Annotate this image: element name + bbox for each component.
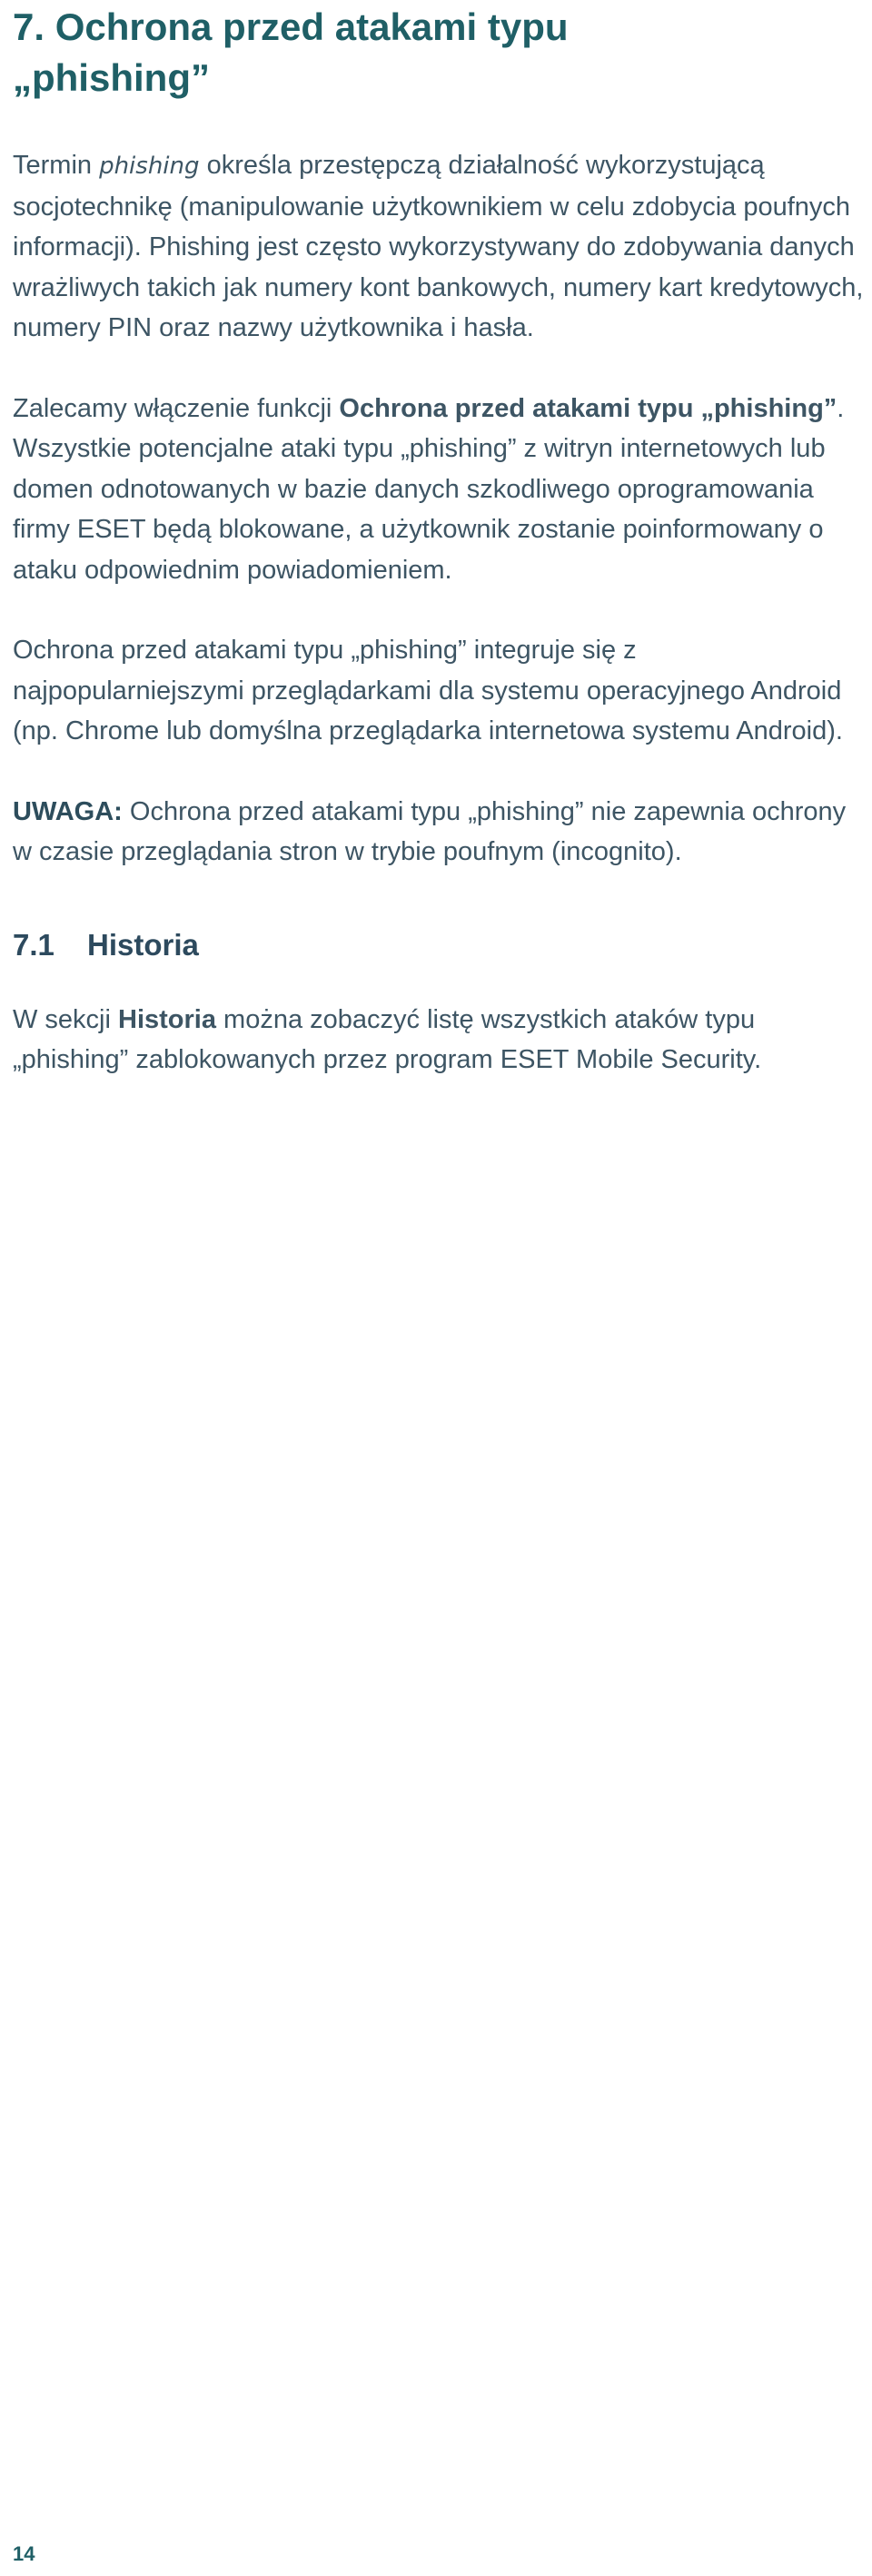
paragraph-browser-integration [13,630,867,752]
para3-text: Ochrona przed atakami typu „phishing” integruje się z najpopularniejszymi przeglądarkami dla systemu operacyjnego Android (np. Chrome lub domyślna przeglądarka internetowa systemu Android). [13,636,843,745]
chapter-title-line2: „phishing” [13,56,210,99]
historia-bold: Historia [118,1004,216,1034]
paragraph-note [13,792,867,873]
para2-lead: Zalecamy włączenie funkcji [13,393,340,423]
chapter-title-line1: 7. Ochrona przed atakami typu [13,5,569,48]
section-name: Historia [87,927,199,962]
term-phishing: phishing [99,153,200,180]
note-label: UWAGA: [13,796,123,826]
note-text: Ochrona przed atakami typu „phishing” nie zapewnia ochrony w czasie przeglądania stron w trybie poufnym (incognito). [13,796,847,866]
section-number: 7.1 [13,927,54,962]
paragraph-recommendation [13,389,867,591]
feature-name: Ochrona przed atakami typu „phishing” [339,393,837,423]
para1-lead: Termin [13,151,100,180]
para5-lead: W sekcji [13,1004,118,1034]
para2-rest: . Wszystkie potencjalne ataki typu „phishing” z witryn internetowych lub domen odnotowanych w bazie danych szkodliwego oprogramowania firmy ESET będą blokowane, a użytkownik zostanie poinformowany o ataku odpowiednim powiadomieniem. [13,393,845,585]
section-title-historia [13,925,867,965]
paragraph-phishing-definition [13,145,867,349]
para1-rest: określa przestępczą działalność wykorzystującą socjotechnikę (manipulowanie użytkownikiem w celu zdobycia poufnych informacji). Phishing jest często wykorzystywany do zdobywania danych wrażliwych takich jak numery kont bankowych, numery kart kredytowych, numery PIN oraz nazwy użytkownika i hasła. [13,151,864,342]
paragraph-historia [13,1000,867,1081]
document-page [13,0,867,1081]
para5-rest: można zobaczyć listę wszystkich ataków typu „phishing” zablokowanych przez program ESET Mobile Security. [13,1004,762,1074]
page-number: 14 [13,2542,35,2565]
chapter-title [13,0,667,104]
